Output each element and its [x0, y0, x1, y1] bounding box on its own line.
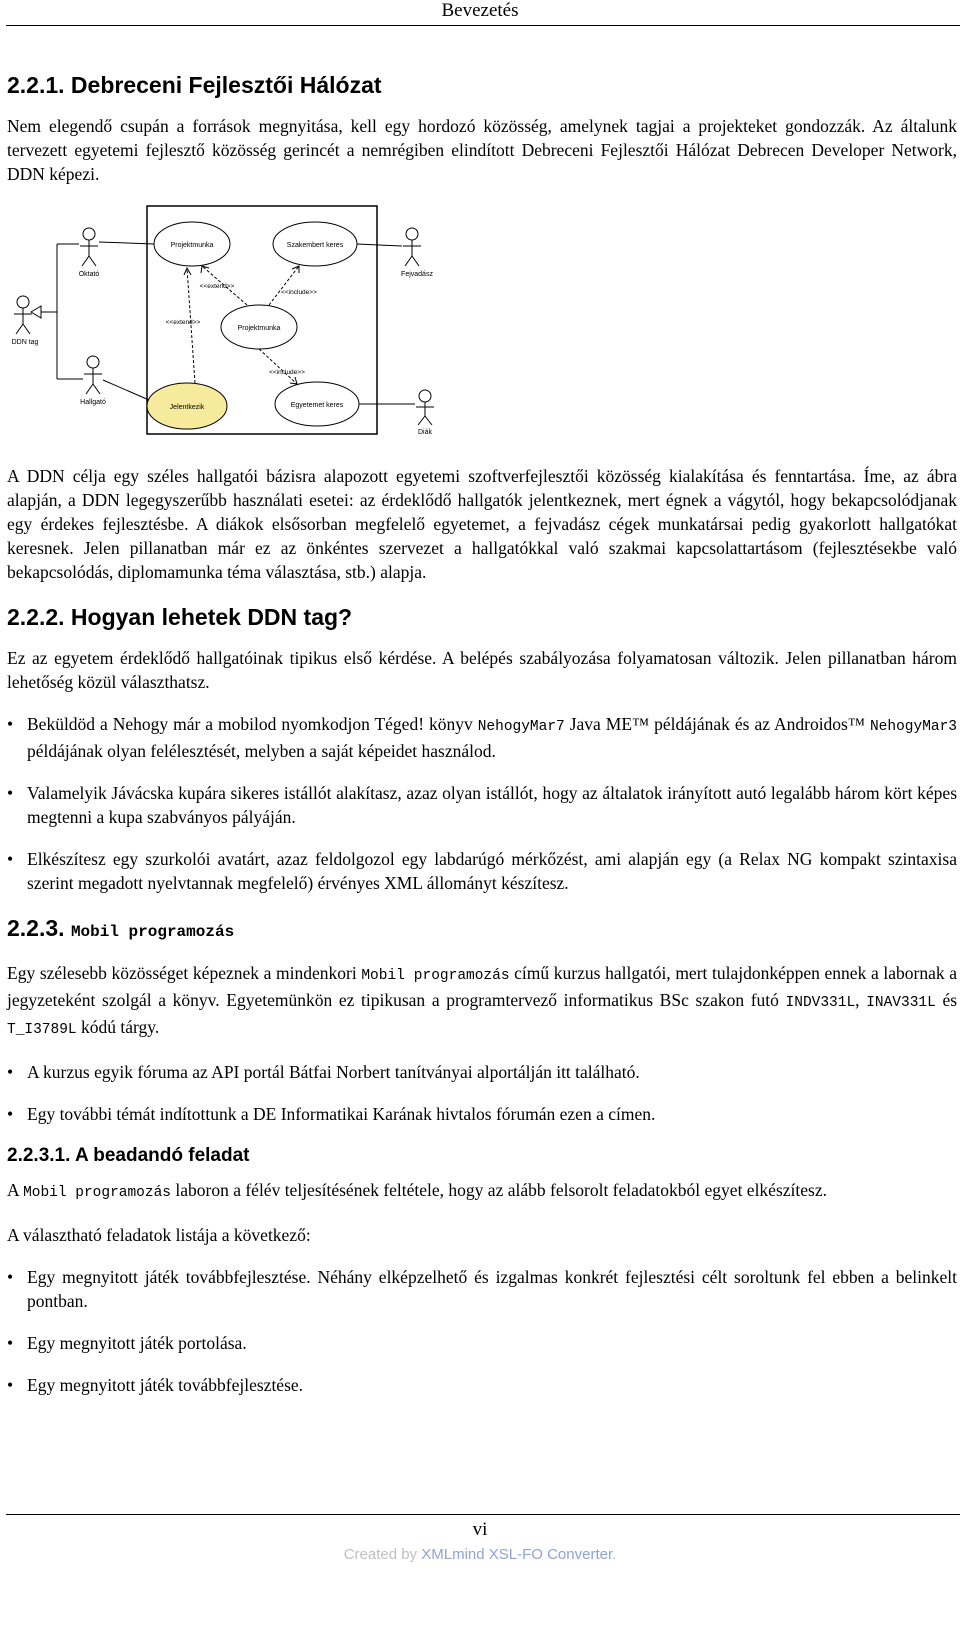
list-item: • Valamelyik Jávácska kupára sikeres istállót alakítasz, azaz olyan istállót, hogy az általatok irányított autó legalább három kört képes megtenni a kupa szabványos pályáján. — [7, 783, 957, 827]
list-item: • Egy további témát indítottunk a DE Informatikai Karának hivtalos fórumán ezen a címen. — [7, 1104, 656, 1124]
usecase-label-projektmunka-mid: Projektmunka — [237, 325, 281, 332]
task-options-list — [7, 1265, 957, 1397]
list-item: • A kurzus egyik fóruma az API portál Bátfai Norbert tanítványai alportálján itt található. — [7, 1062, 640, 1082]
running-header: Bevezetés — [441, 0, 519, 21]
paragraph-ddn-goal: A DDN célja egy széles hallgatói bázisra alapozott egyetemi szoftverfejlesztői közösség kialakítása és fenntartása. Íme, az ábra alapján, a DDN legegyszerűbb használati esetei: az érdeklődő hallgatók jelentkeznek, mert égnek a vágytól, hogy bekapcsolódjanak egy érdekes fejlesztésbe. A diákok elsősorban megfelelő egyetemet, a fejvadász cégek munkatársai pedig gyakorlott hallgatókat keresnek. Jelen pillanatban már ez az önkéntes szervezet a hallgatókkal való szakmai kapcsolattartásom (fejlesztésekbe való bekapcsolódás, diplomamunka téma választása, stb.) alapja. — [7, 466, 957, 582]
heading-code-mobil-programozas: Mobil programozás — [70, 923, 235, 941]
bullet-icon: • — [7, 783, 14, 803]
stereotype-extend-2: <<extend>> — [165, 319, 201, 326]
code-nehogymar3: NehogyMar3 — [869, 719, 957, 735]
paragraph-intro: Nem elegendő csupán a források megnyitása, kell egy hordozó közösség, amelynek tagjai a projekteket gondozzák. Az általunk tervezett egyetemi fejlesztő közösség gerincét a nemrégiben elindított Debreceni Fejlesztői Hálózat Debrecen Developer Network, DDN képezi. — [7, 116, 957, 184]
actor-label-oktato: Oktató — [78, 271, 100, 278]
stereotype-include-2: <<include>> — [269, 369, 305, 376]
section-heading-2-2-3: 2.2.3. Mobil programozás — [7, 915, 235, 941]
section-heading-2-2-1: 2.2.1. Debreceni Fejlesztői Hálózat — [7, 72, 382, 98]
actor-label-diak: Diák — [417, 429, 433, 436]
usecase-label-szakembert-keres: Szakembert keres — [286, 242, 344, 249]
section-heading-2-2-3-1: 2.2.3.1. A beadandó feladat — [7, 1145, 250, 1166]
header-rule — [6, 25, 960, 26]
bullet-icon: • — [7, 1267, 14, 1287]
paragraph-course: Egy szélesebb közösséget képeznek a mindenkori Mobil programozás című kurzus hallgatói, mert tulajdonképpen ennek a labornak a jegyzeteként szolgál a könyv. Egyetemünkön ez tipikusan a programtervező informatikus BSc szakon futó INDV331L, INAV331L és T_I3789L kódú tárgy. — [7, 963, 958, 1038]
actor-diak — [416, 390, 434, 436]
use-case-diagram — [7, 204, 957, 444]
paragraph-ddn-membership: Ez az egyetem érdeklődő hallgatóinak tipikus első kérdése. A belépés szabályozása folyamatosan változik. Jelen pillanatban három lehetőség közül választhatsz. — [7, 648, 957, 692]
usecase-label-jelentkezik: Jelentkezik — [169, 404, 205, 411]
list-item: • Egy megnyitott játék továbbfejlesztése. Néhány elképzelhető és izgalmas konkrét fejlesztési célt soroltunk fel ebben a belinkelt pontban. — [7, 1267, 957, 1311]
course-forums-list — [7, 1060, 957, 1126]
list-item: • Beküldöd a Nehogy már a mobilod nyomkodjon Téged! könyv NehogyMar7 Java ME™ példájának és az Androidos™ NehogyMar3 példájának olyan felélesztését, melyben a saját képeidet használod. — [7, 714, 957, 761]
paragraph-assignment: A Mobil programozás laboron a félév teljesítésének feltétele, hogy az alább felsorolt feladatokból egyet elkészítesz. — [7, 1180, 827, 1201]
generator-credit: Created by XMLmind XSL-FO Converter. — [343, 1546, 617, 1563]
bullet-icon: • — [7, 1375, 14, 1395]
bullet-icon: • — [7, 1062, 14, 1082]
bullet-icon: • — [7, 849, 14, 869]
paragraph-task-list-intro: A választható feladatok listája a következő: — [7, 1225, 311, 1245]
actor-label-fejvadasz: Fejvadász — [401, 271, 433, 278]
page-number: vi — [472, 1519, 488, 1540]
code-nehogymar7: NehogyMar7 — [477, 719, 565, 735]
generalization-lines — [31, 244, 83, 379]
actor-label-ddn-tag: DDN tag — [11, 339, 39, 346]
list-item: • Egy megnyitott játék portolása. — [7, 1333, 247, 1353]
actor-hallgato — [80, 356, 106, 406]
bullet-icon: • — [7, 1104, 14, 1124]
stereotype-extend-1: <<extend>> — [199, 283, 235, 290]
list-item: • Egy megnyitott játék továbbfejlesztése. — [7, 1375, 304, 1395]
membership-options-list — [7, 712, 957, 895]
actor-fejvadasz — [401, 228, 433, 278]
actor-oktato — [79, 228, 100, 278]
section-heading-2-2-2: 2.2.2. Hogyan lehetek DDN tag? — [7, 604, 353, 630]
bullet-icon: • — [7, 714, 14, 734]
actor-label-hallgato: Hallgató — [80, 399, 106, 406]
usecase-label-egyetemet-keres: Egyetemet keres — [290, 402, 344, 409]
bullet-icon: • — [7, 1333, 14, 1353]
stereotype-include-1: <<include>> — [281, 289, 317, 296]
list-item: • Elkészítesz egy szurkolói avatárt, azaz feldolgozol egy labdarúgó mérkőzést, ami alapján egy (a Relax NG kompakt szintaxisa szerint megadott nyelvtannak megfelelő) érvényes XML állományt készítesz. — [7, 849, 957, 893]
use-case-diagram-svg — [7, 204, 567, 444]
footer-rule — [6, 1514, 960, 1515]
usecase-label-projektmunka-top: Projektmunka — [170, 242, 214, 249]
actor-ddn-tag — [12, 296, 39, 346]
page-content — [7, 70, 957, 1415]
